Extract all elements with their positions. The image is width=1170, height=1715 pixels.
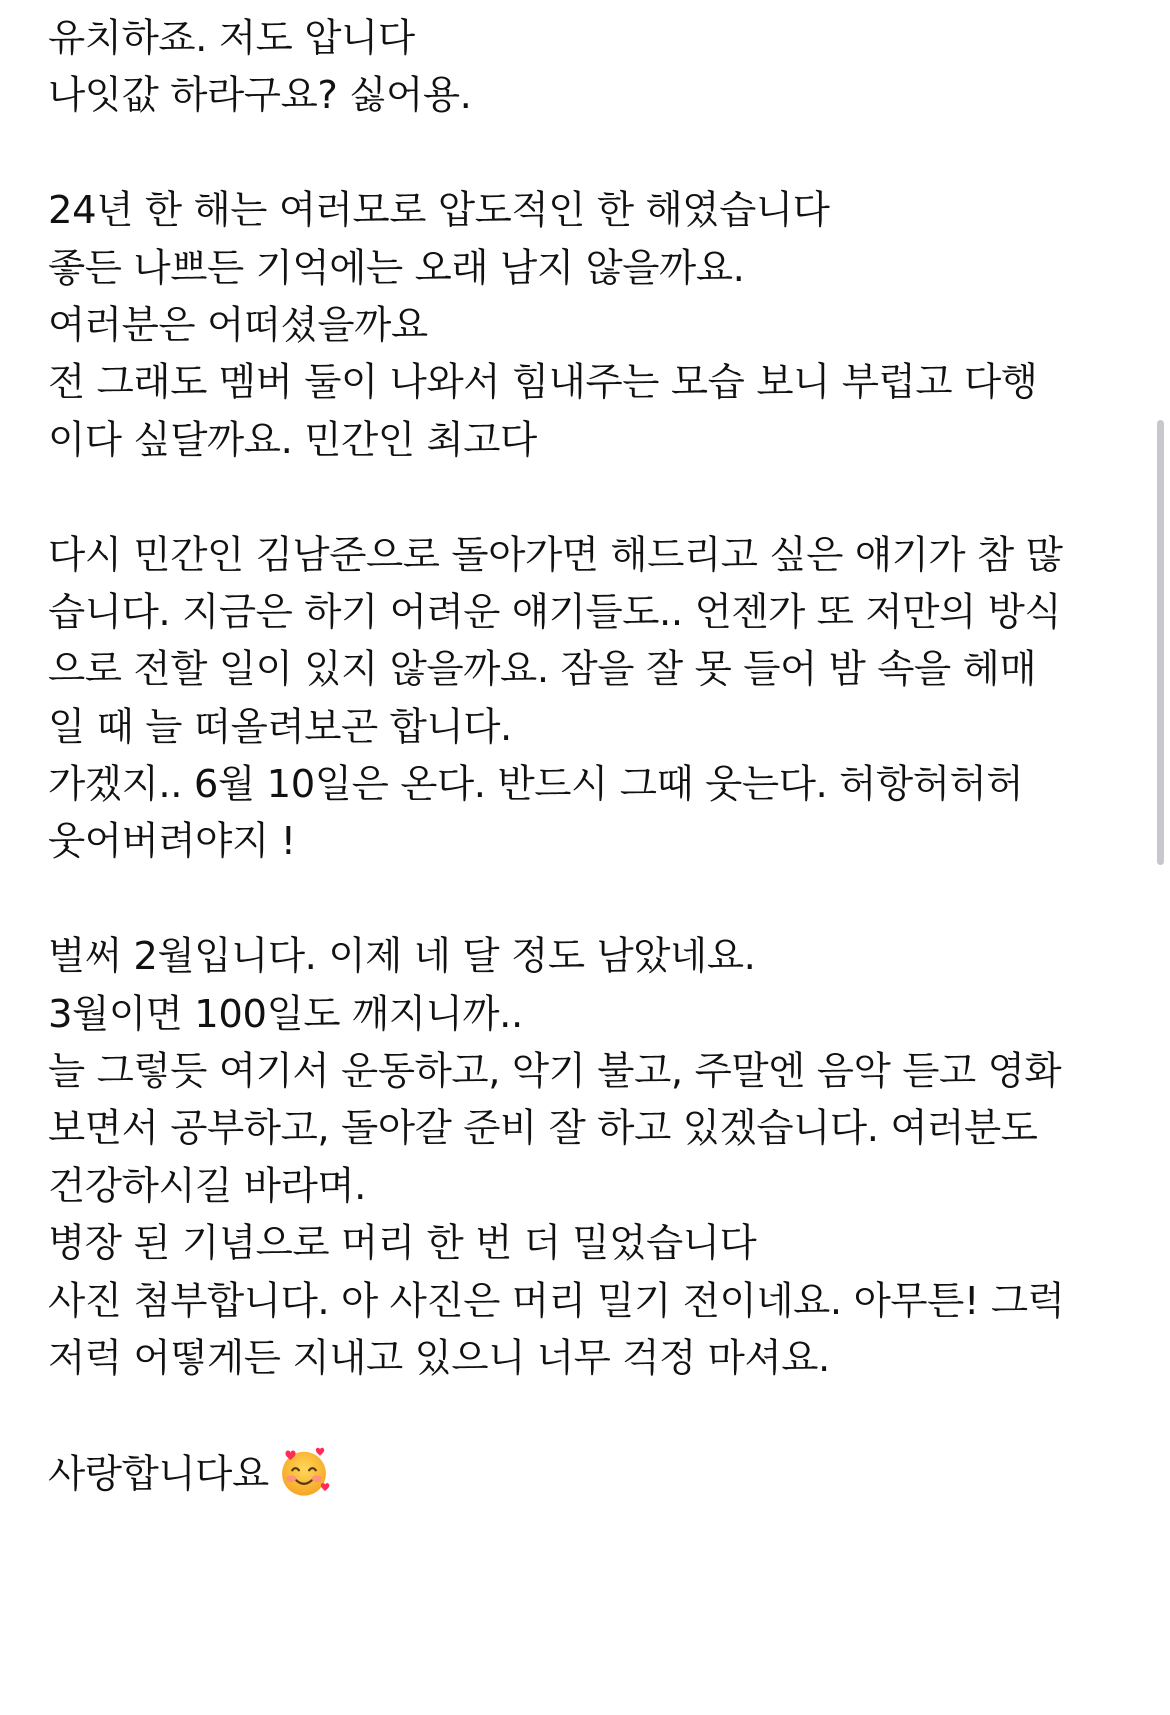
smiling-face-with-hearts-icon [277, 1445, 331, 1499]
post-line: 전 그래도 멤버 둘이 나와서 힘내주는 모습 보니 부럽고 다행 [48, 360, 1038, 406]
post-line: 나잇값 하라구요? 싫어용. [48, 73, 472, 119]
post-line: 이다 싶달까요. 민간인 최고다 [48, 417, 537, 463]
blank-line [48, 469, 1128, 526]
post-line: 저럭 어떻게든 지내고 있으니 너무 걱정 마셔요. [48, 1335, 830, 1381]
post-line: 3월이면 100일도 깨지니까.. [48, 991, 523, 1037]
post-line: 사진 첨부합니다. 아 사진은 머리 밀기 전이네요. 아무튼! 그럭 [48, 1278, 1065, 1324]
post-line: 건강하시길 바라며. [48, 1163, 367, 1209]
post-line: 습니다. 지금은 하기 어려운 얘기들도.. 언젠가 또 저만의 방식 [48, 589, 1062, 635]
blank-line [48, 125, 1128, 182]
blank-line [48, 1387, 1128, 1444]
closing-text: 사랑합니다요 [48, 1451, 269, 1497]
post-line: 좋든 나쁘든 기억에는 오래 남지 않을까요. [48, 245, 745, 291]
closing-line [48, 1445, 1128, 1502]
post-line: 여러분은 어떠셨을까요 [48, 302, 428, 348]
post-line: 웃어버려야지 ! [48, 819, 296, 865]
post-line: 병장 된 기념으로 머리 한 번 더 밀었습니다 [48, 1221, 757, 1267]
post-line: 늘 그렇듯 여기서 운동하고, 악기 불고, 주말엔 음악 듣고 영화 [48, 1049, 1062, 1095]
post-line: 일 때 늘 떠올려보곤 합니다. [48, 704, 512, 750]
post-line: 24년 한 해는 여러모로 압도적인 한 해였습니다 [48, 188, 830, 234]
post-line: 벌써 2월입니다. 이제 네 달 정도 남았네요. [48, 934, 756, 980]
vertical-scrollbar[interactable] [1157, 420, 1164, 865]
blank-line [48, 871, 1128, 928]
post-line: 유치하죠. 저도 압니다 [48, 16, 415, 61]
post-line: 가겠지.. 6월 10일은 온다. 반드시 그때 웃는다. 허항허허허 [48, 762, 1024, 808]
post-line: 보면서 공부하고, 돌아갈 준비 잘 하고 있겠습니다. 여러분도 [48, 1106, 1038, 1152]
post-line: 다시 민간인 김남준으로 돌아가면 해드리고 싶은 얘기가 참 많 [48, 532, 1063, 578]
post-line: 으로 전할 일이 있지 않을까요. 잠을 잘 못 들어 밤 속을 헤매 [48, 647, 1037, 693]
post-body [48, 10, 1128, 1502]
